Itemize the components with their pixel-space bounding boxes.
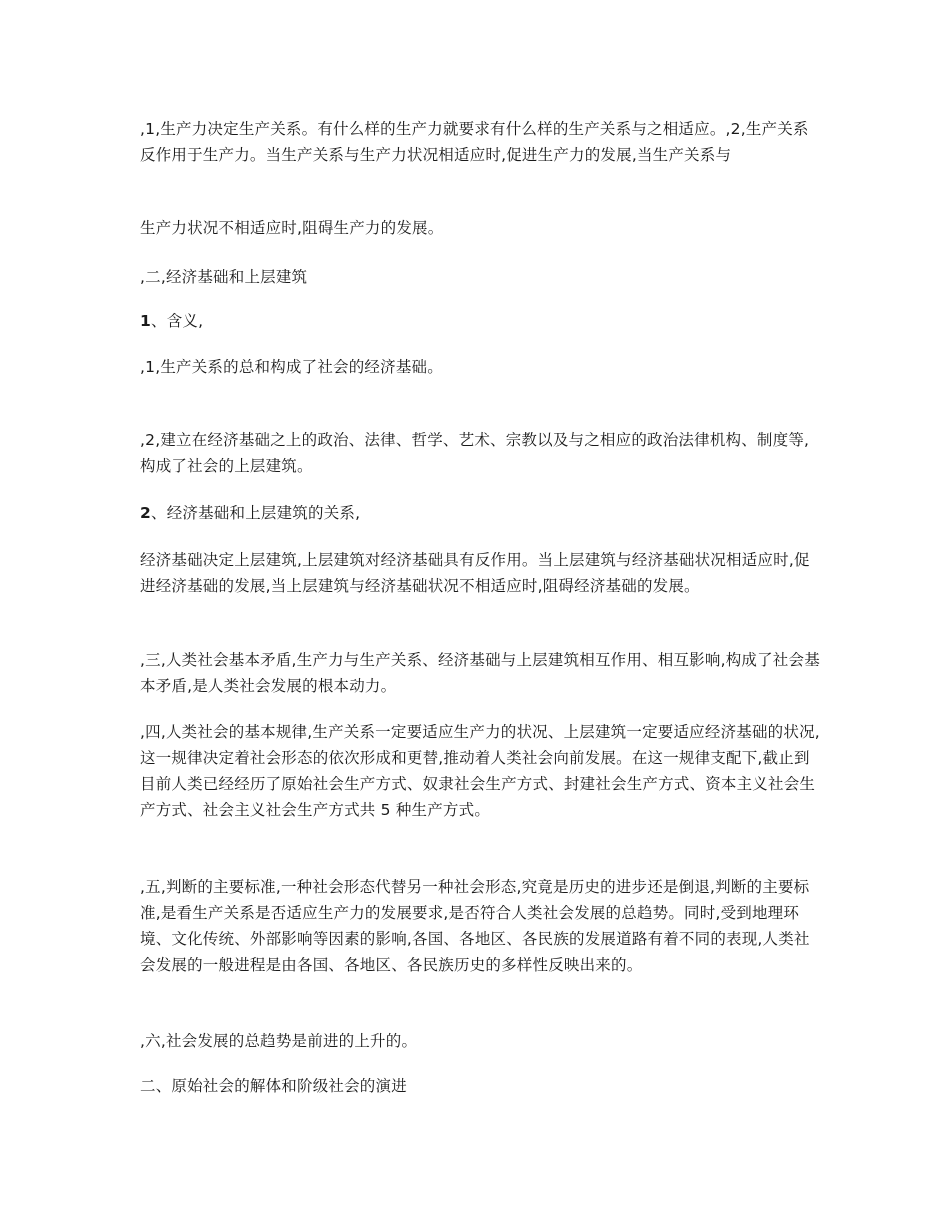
- subheading-text: 、经济基础和上层建筑的关系,: [151, 504, 361, 522]
- subheading-number: 1: [140, 312, 151, 330]
- subheading-number: 2: [140, 504, 151, 522]
- paragraph-superstructure-definition: ,2,建立在经济基础之上的政治、法律、哲学、艺术、宗教以及与之相应的政治法律机构、制度等,构成了社会的上层建筑。: [140, 431, 810, 475]
- paragraph-judgement-standard: ,五,判断的主要标准,一种社会形态代替另一种社会形态,究竟是历史的进步还是倒退,判断的主要标准,是看生产关系是否适应生产力的发展要求,是否符合人类社会发展的总趋势。同时,受到地理环境、文化传统、外部影响等因素的影响,各国、各地区、各民族的发展道路有着不同的表现,人类社会发展的一般进程是由各国、各地区、各民族历史的多样性反映出来的。: [140, 878, 810, 974]
- paragraph-basic-law: ,四,人类社会的基本规律,生产关系一定要适应生产力的状况、上层建筑一定要适应经济基础的状况,这一规律决定着社会形态的依次形成和更替,推动着人类社会向前发展。在这一规律支配下,截止到目前人类已经经历了原始社会生产方式、奴隶社会生产方式、封建社会生产方式、资本主义社会生产方式、社会主义社会生产方式共 5 种生产方式。: [140, 723, 820, 819]
- section-heading-primitive-society: 二、原始社会的解体和阶级社会的演进: [140, 1077, 407, 1095]
- section-heading-economic-base: ,二,经济基础和上层建筑: [140, 268, 308, 286]
- paragraph-base-superstructure-relation: 经济基础决定上层建筑,上层建筑对经济基础具有反作用。当上层建筑与经济基础状况相适应时,促进经济基础的发展,当上层建筑与经济基础状况不相适应时,阻碍经济基础的发展。: [140, 551, 810, 595]
- paragraph-productive-forces: ,1,生产力决定生产关系。有什么样的生产力就要求有什么样的生产关系与之相适应。,2,生产关系反作用于生产力。当生产关系与生产力状况相适应时,促进生产力的发展,当生产关系与: [140, 120, 809, 164]
- paragraph-basic-contradiction: ,三,人类社会基本矛盾,生产力与生产关系、经济基础与上层建筑相互作用、相互影响,构成了社会基本矛盾,是人类社会发展的根本动力。: [140, 651, 820, 695]
- subheading-text: 、含义,: [151, 312, 204, 330]
- subheading-relationship: [140, 500, 820, 526]
- paragraph-productive-forces-continued: 生产力状况不相适应时,阻碍生产力的发展。: [140, 219, 444, 237]
- paragraph-general-trend: ,六,社会发展的总趋势是前进的上升的。: [140, 1032, 418, 1050]
- paragraph-economic-base-definition: ,1,生产关系的总和构成了社会的经济基础。: [140, 358, 443, 376]
- subheading-meaning: [140, 308, 820, 334]
